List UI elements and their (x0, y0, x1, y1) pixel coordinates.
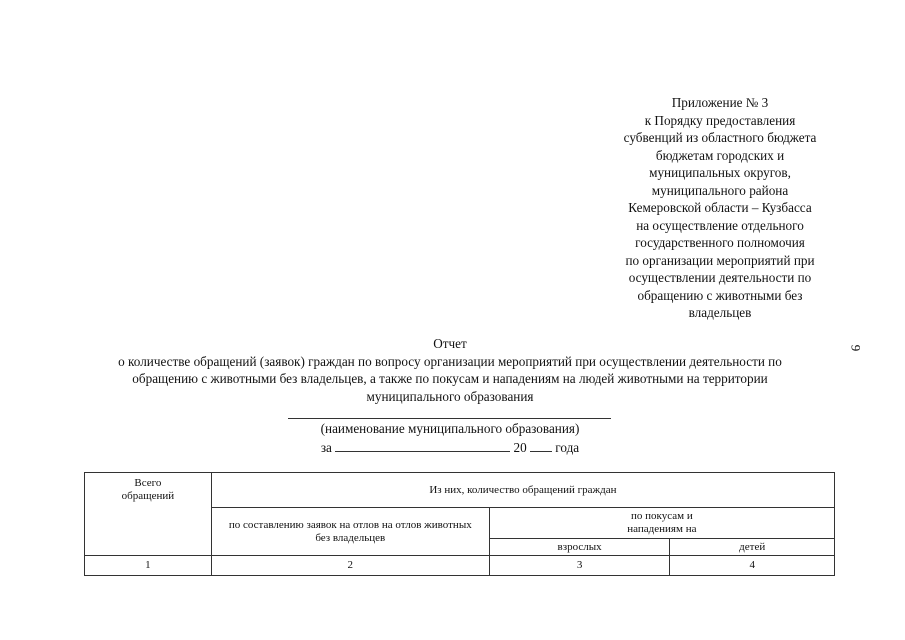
report-period (280, 439, 620, 456)
header-total-cell (85, 473, 212, 556)
period-prefix: за (320, 440, 332, 455)
appendix-line: обращению с животными без (637, 287, 803, 303)
period-year: 20 (513, 440, 527, 455)
report-subtitle-line: о количестве обращений (заявок) граждан по вопросу организации мероприятий при осуществлении деятельности по (118, 353, 782, 369)
appendix-line: муниципального района (651, 182, 789, 198)
appendix-line: по организации мероприятий при (625, 252, 815, 268)
header-total: Всего обращений (121, 477, 175, 502)
report-title: Отчет (433, 336, 467, 351)
municipality-label: (наименование муниципального образования) (320, 421, 580, 436)
report-subtitle-line: обращению с животными без владельцев, а также по покусам и нападениям на людей животными на территории (132, 371, 768, 386)
municipality-blank-line (288, 418, 611, 419)
header-bites: по покусам и нападениям на (627, 510, 697, 535)
column-number: 3 (489, 556, 670, 576)
period-blank (335, 439, 510, 452)
year-blank (530, 439, 552, 452)
appendix-line: муниципальных округов, (649, 165, 791, 180)
table-row (85, 556, 835, 576)
header-bites-cell (489, 508, 834, 539)
report-title-block (40, 335, 860, 405)
period-suffix: года (555, 440, 580, 455)
column-number: 1 (85, 556, 212, 576)
header-requests: по составлению заявок на отлов на отлов животных без владельцев (228, 518, 472, 544)
header-children: детей (670, 539, 835, 556)
appendix-line: Кемеровской области – Кузбасса (628, 200, 812, 215)
appendix-line: Приложение № 3 (671, 95, 769, 110)
report-table (84, 472, 835, 576)
appendix-line: на осуществление отдельного (636, 217, 804, 233)
appendix-line: субвенций из областного бюджета (623, 130, 817, 145)
page-number: 9 (848, 344, 864, 352)
appendix-line: владельцев (688, 305, 752, 320)
appendix-line: осуществлении деятельности по (628, 270, 812, 285)
header-of-them: Из них, количество обращений граждан (211, 473, 834, 508)
header-requests-cell (211, 508, 489, 556)
column-number: 2 (211, 556, 489, 576)
appendix-line: к Порядку предоставления (644, 112, 796, 128)
appendix-line: государственного полномочия (635, 235, 805, 250)
appendix-header (600, 94, 840, 322)
report-subtitle-line: муниципального образования (366, 388, 534, 404)
column-number: 4 (670, 556, 835, 576)
header-adults: взрослых (489, 539, 670, 556)
appendix-line: бюджетам городских и (655, 147, 785, 163)
